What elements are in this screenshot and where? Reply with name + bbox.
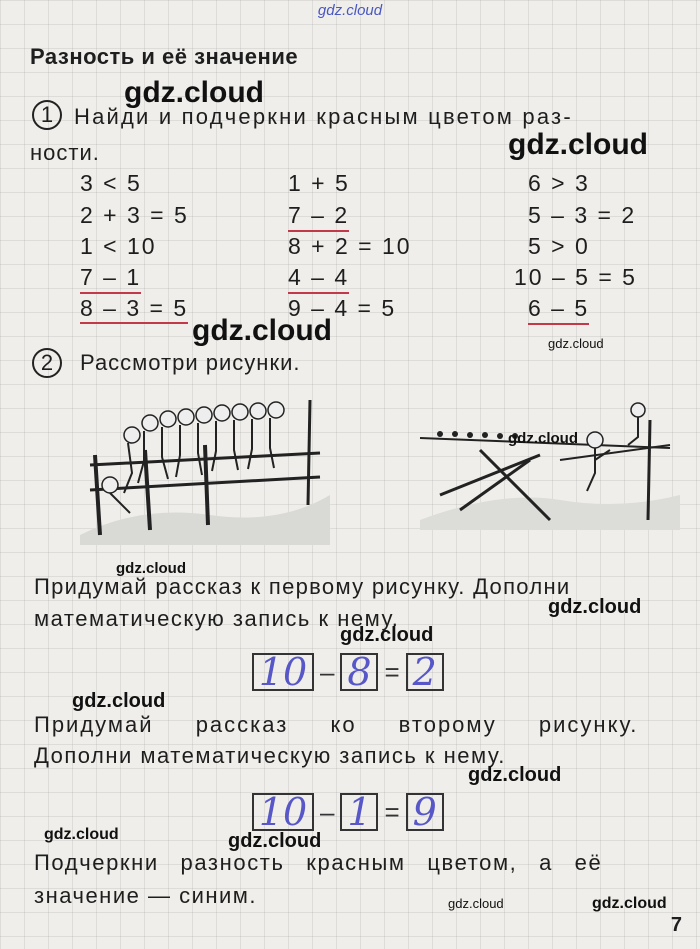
equation-1-result[interactable]: 2 [406, 653, 444, 691]
task-1-expression: 2 + 3 = 5 [80, 202, 189, 228]
equals-sign: = [384, 796, 400, 827]
task-2-story1-line2: математическую запись к нему. [34, 606, 400, 631]
watermark: gdz.cloud [72, 690, 166, 712]
watermark: gdz.cloud [592, 895, 667, 912]
difference-underlined: 8 – 3 = 5 [80, 295, 188, 324]
equation-2-subtrahend[interactable]: 1 [340, 793, 378, 831]
watermark: gdz.cloud [508, 430, 578, 447]
task-1-expression: 5 – 3 = 2 [528, 202, 637, 228]
task-1-number: 1 [32, 100, 62, 130]
task-1-expression: 1 + 5 [288, 170, 350, 196]
task-1-instruction-line1: Найди и подчеркни красным цветом раз- [74, 104, 573, 129]
task-1-expression: 8 + 2 = 10 [288, 233, 412, 259]
watermark: gdz.cloud [44, 826, 119, 843]
task-1-expression: 3 < 5 [80, 170, 142, 196]
task-1-expression [80, 295, 188, 322]
equation-1-subtrahend[interactable]: 8 [340, 653, 378, 691]
illustration-birds-on-fence [420, 400, 680, 530]
page-title: Разность и её значение [30, 44, 299, 69]
task-1-difference-underlined: 6 – 5 [528, 295, 589, 325]
illustration-children-on-fence [80, 395, 330, 545]
minus-sign: – [320, 796, 335, 827]
equation-1-minuend[interactable]: 10 [252, 653, 314, 691]
watermark: gdz.cloud [192, 314, 332, 347]
task-1-expression: 1 < 10 [80, 233, 157, 259]
equals-sign: = [384, 656, 400, 687]
task-2-instruction-line1: Подчеркни разность красным цветом, а её [34, 850, 603, 875]
task-2-heading: Рассмотри рисунки. [80, 350, 301, 375]
equation-2-minuend[interactable]: 10 [252, 793, 314, 831]
watermark: gdz.cloud [508, 128, 648, 161]
minus-sign: – [320, 656, 335, 687]
task-2-story2-line1: Придумай рассказ ко второму рисунку. [34, 712, 639, 737]
task-2-instruction-line2: значение — синим. [34, 883, 258, 908]
site-header[interactable]: gdz.cloud [317, 2, 383, 19]
task-1-difference-underlined: 7 – 2 [288, 202, 349, 232]
equation-1 [252, 652, 444, 692]
task-2-number: 2 [32, 348, 62, 378]
equation-2-result[interactable]: 9 [406, 793, 444, 831]
task-1-instruction-line2: ности. [30, 140, 100, 165]
task-1-difference-underlined: 7 – 1 [80, 264, 141, 294]
task-1-expression: 9 – 4 = 5 [288, 295, 397, 321]
watermark: gdz.cloud [448, 896, 504, 911]
watermark: gdz.cloud [124, 76, 264, 109]
task-2-story2-line2: Дополни математическую запись к нему. [34, 743, 506, 768]
watermark: gdz.cloud [228, 830, 322, 852]
equation-2 [252, 792, 444, 832]
watermark: gdz.cloud [548, 596, 642, 618]
task-2-story1-line1: Придумай рассказ к первому рисунку. Дополни [34, 574, 571, 599]
task-1-expression: 10 – 5 = 5 [514, 264, 637, 290]
task-1-expression: 6 > 3 [528, 170, 590, 196]
watermark: gdz.cloud [116, 560, 186, 577]
watermark: gdz.cloud [548, 336, 604, 351]
watermark: gdz.cloud [340, 624, 434, 646]
task-1-expression: 5 > 0 [528, 233, 590, 259]
watermark: gdz.cloud [468, 764, 562, 786]
page-number: 7 [670, 914, 682, 936]
task-1-difference-underlined: 4 – 4 [288, 264, 349, 294]
